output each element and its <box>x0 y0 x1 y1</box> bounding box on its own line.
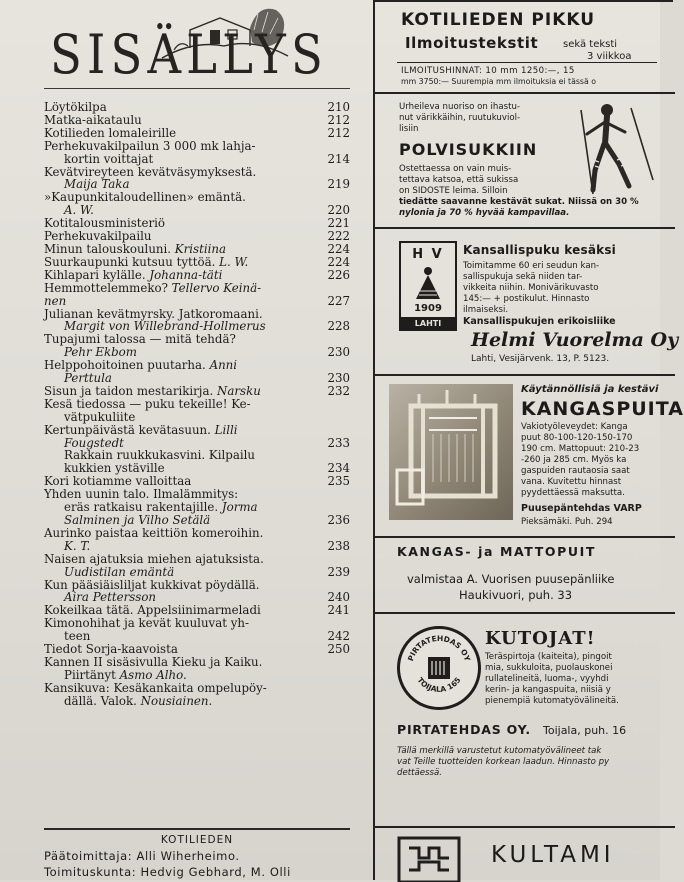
toc-page-number: 234 <box>327 461 350 476</box>
ad1-subtitle-rest: sekä teksti <box>563 39 618 50</box>
toc-page-number: 212 <box>327 125 350 140</box>
ad2-title: POLVISUKKIIN <box>399 140 538 159</box>
ad7-title: KULTAMI <box>491 842 615 868</box>
footer-rule <box>44 828 350 830</box>
toc-entry-title <box>44 282 350 295</box>
toc-entry-text: Sisun ja taidon mestarikirja. <box>44 383 214 398</box>
hv-logo-letters: H V <box>412 247 444 262</box>
toc-entry-author: Kristiina <box>174 241 226 256</box>
toc-entry-text: teen <box>64 629 91 644</box>
ad1-rule <box>397 62 657 63</box>
toc-page-number: 250 <box>327 642 350 657</box>
ad6-note-2: vat Teille tuotteiden korkean laadun. Hinnasto py <box>397 757 610 767</box>
toc-entry-text: Kori kotiamme valloittaa <box>44 474 192 489</box>
contents-title: SISÄLLYS <box>50 23 328 86</box>
toc-entry-text: Matka-aikataulu <box>44 112 142 127</box>
title-rule <box>44 88 350 89</box>
toc-entry-text: Julianan kevätmyrsky. Jatkoromaani. <box>44 306 263 321</box>
ad3-address: Lahti, Vesijärvenk. 13, P. 5123. <box>471 354 610 364</box>
toc-entry-text: Kannen II sisäsivulla Kieku ja Kaiku. <box>44 654 263 669</box>
ad6-body-5: pienempiä kutomatyövälineitä. <box>485 696 619 706</box>
sidoste-stockings-ad <box>375 94 675 226</box>
ad4-body-1: Vakiotyöleveydet: Kanga <box>521 422 628 432</box>
classified-ad-header <box>375 6 675 94</box>
toc-entry-author: Narsku <box>217 383 261 398</box>
toc-page-number: 235 <box>327 474 350 489</box>
toc-page-number: 227 <box>327 293 350 308</box>
toc-page-number: 224 <box>327 241 350 256</box>
toc-entry-author: Lilli <box>214 422 238 437</box>
toc-entry-author: Nousiainen. <box>140 693 213 708</box>
seal-ring-icon <box>400 629 478 707</box>
toc-entry-text: Perttula <box>64 371 112 386</box>
contents-masthead <box>44 0 350 98</box>
ad1-prices-2: mm 3750:— Suurempia mm ilmoituksia ei tässä o <box>401 77 597 86</box>
ad2-intro-1: Urheileva nuoriso on ihastu- <box>399 102 521 112</box>
toc-page-number: 224 <box>327 254 350 269</box>
svg-text:PIRTATEHDAS OY: PIRTATEHDAS OY <box>406 633 472 663</box>
toc-entry-text: Helppohoitoinen puutarha. <box>44 358 206 373</box>
toc-entry-text: dällä. Valok. <box>64 693 137 708</box>
loom-photo <box>389 384 513 520</box>
ad4-maker: Puusepäntehdas VARP <box>521 503 642 514</box>
ad2-intro-3: lisiin <box>399 124 419 134</box>
ad2-intro-2: nut värikkäihin, ruutukuviol- <box>399 113 521 123</box>
vuorinen-loom-ad <box>375 568 675 608</box>
toc-entry-text: Minun talouskouluni. <box>44 241 172 256</box>
toc-entry-text: Löytökilpa <box>44 100 107 114</box>
contents-column <box>44 0 350 880</box>
ad6-company-place: Toijala, puh. 16 <box>543 724 627 737</box>
toc-entry-text: Kimonohihat ja kevät kuuluvat yh- <box>44 616 249 631</box>
toc-entry-text: Tupajumi talossa — mitä tehdä? <box>44 332 236 347</box>
toc-entry-text: Rakkain ruukkukasvini. Kilpailu <box>64 448 255 463</box>
toc-entry-text: Hemmottelemmeko? <box>44 280 168 295</box>
toc-entry-text: nen <box>44 293 67 308</box>
hv-logo <box>399 241 457 331</box>
toc-page-number: 230 <box>327 371 350 386</box>
ad6-body-1: Teräspirtoja (kaiteita), pingoit <box>485 652 612 662</box>
toc-entry-text: Kihlapari kylälle. <box>44 267 146 282</box>
ad1-title: KOTILIEDEN PIKKU <box>401 10 596 30</box>
ad2-body-2: tettava katsoa, että sukissa <box>399 175 519 185</box>
ad3-body-5: ilmaiseksi. <box>463 305 509 315</box>
toc-entry-text: Pehr Ekbom <box>64 345 137 360</box>
ad3-shop: Kansallispukujen erikoisliike <box>463 316 616 327</box>
pirtatehdas-seal <box>397 626 481 710</box>
toc-entry-text: Kansikuva: Kesäkankaita ompelupöy- <box>44 680 267 695</box>
toc-page-number: 214 <box>327 151 350 166</box>
toc-page-number: 219 <box>327 177 350 192</box>
ad6-body-4: kerin- ja kangaspuita, niisiä y <box>485 685 611 695</box>
ad4-body-3: 190 cm. Mattopuut: 210-23 <box>521 444 640 454</box>
toc-entry-text: Yhden uunin talo. Ilmalämmitys: <box>44 487 239 502</box>
ad5-title: KANGAS- ja MATTOPUIT <box>397 544 596 559</box>
ad3-signature: Helmi Vuorelma Oy <box>471 329 679 351</box>
toc-page-number: 230 <box>327 345 350 360</box>
toc-page-number: 222 <box>327 229 350 244</box>
ad2-body-5: nylonia ja 70 % hyvää kampavillaa. <box>399 208 570 218</box>
toc-entry-text: Fougstedt <box>64 435 124 450</box>
ad3-body-3: vikkeita niihin. Monivärikuvasto <box>463 283 599 293</box>
toc-page-number: 241 <box>327 603 350 618</box>
ad3-title: Kansallispuku kesäksi <box>463 243 616 257</box>
toc-entry-text: Aira Pettersson <box>64 590 157 605</box>
toc-page-number: 233 <box>327 435 350 450</box>
toc-entry-text: A. W. <box>64 203 94 218</box>
toc-entry-text: Kokeilkaa tätä. Appelsiinimarmeladi <box>44 603 261 618</box>
ad1-weeks: 3 viikkoa <box>587 51 632 62</box>
toc-page-number: 242 <box>327 629 350 644</box>
toc-entry-text: Kevätvireyteen kevätväsymyksestä. <box>44 164 257 179</box>
toc-entry-author: Johanna-täti <box>149 267 223 282</box>
toc-page-number: 212 <box>327 112 350 127</box>
skier-illustration-icon <box>571 100 661 198</box>
ad6-body-3: rullatelineitä, luoma-, vyyhdi <box>485 674 609 684</box>
national-costume-ad <box>375 229 679 373</box>
ads-column <box>373 0 684 880</box>
toc-entry-text: Kertunpäivästä kevätasuun. <box>44 422 211 437</box>
toc-entry-text: Margit von Willebrand-Hollmerus <box>64 319 266 334</box>
table-of-contents <box>44 101 350 708</box>
toc-entry-text: Aurinko paistaa keittiön komeroihin. <box>44 525 264 540</box>
toc-entry-text: Perhekuvakilpailu <box>44 229 152 244</box>
toc-entry-text: Perhekuvakilpailun 3 000 mk lahja- <box>44 138 256 153</box>
loom-ad <box>375 376 684 568</box>
ad6-body-2: mia, sukkuloita, puolauskonei <box>485 663 613 673</box>
ad2-body-1: Ostettaessa on vain muis- <box>399 164 512 174</box>
toc-entry-title <box>44 695 350 708</box>
ad6-title: KUTOJAT! <box>485 628 596 649</box>
kultami-ad <box>375 826 675 880</box>
ad4-body-5: gaspuiden rautaosia saat <box>521 466 630 476</box>
toc-page-number: 221 <box>327 216 350 231</box>
ad6-note-1: Tällä merkillä varustetut kutomatyövälineet tak <box>397 746 602 756</box>
toc-entry-author: Anni <box>209 358 238 373</box>
toc-entry-text: kortin voittajat <box>64 151 154 166</box>
ad2-body-4: tiedätte saavanne kestävät sukat. Niissä on 30 % <box>399 197 639 207</box>
editor-line: Päätoimittaja: Alli Wiherheimo. <box>44 849 240 863</box>
toc-entry-author: Jorma <box>221 500 258 515</box>
toc-entry-text: »Kaupunkitaloudellinen» emäntä. <box>44 190 246 205</box>
toc-entry-text: K. T. <box>64 538 91 553</box>
toc-entry-text: Naisen ajatuksia miehen ajatuksista. <box>44 551 264 566</box>
toc-page-number: 240 <box>327 590 350 605</box>
svg-text:TOIJALA 165: TOIJALA 165 <box>415 675 463 694</box>
toc-page-number: 228 <box>327 319 350 334</box>
toc-entry-text: Uudistilan emäntä <box>64 564 175 579</box>
toc-entry-text: Kotitalousministeriö <box>44 216 166 231</box>
ad4-body-2: puut 80-100-120-150-170 <box>521 433 633 443</box>
toc-entry-text: Kesä tiedossa — puku tekeille! Ke- <box>44 396 251 411</box>
toc-entry-text: eräs ratkaisu rakentajille. <box>64 500 219 515</box>
toc-entry-text: Maija Taka <box>64 177 130 192</box>
toc-page-number: 232 <box>327 383 350 398</box>
toc-entry-text: Tiedot Sorja-kaavoista <box>44 642 178 657</box>
toc-entry-text: Kun pääsiäisliljat kukkivat pöydällä. <box>44 577 260 592</box>
ad5-line-2: Haukivuori, puh. 33 <box>459 588 573 602</box>
ad4-place: Pieksämäki. Puh. 294 <box>521 517 613 527</box>
loom-drawing-icon <box>389 384 513 520</box>
ad1-subtitle: Ilmoitustekstit <box>405 34 539 52</box>
toc-entry <box>44 282 350 295</box>
ad6-note-3: dettäessä. <box>397 768 442 778</box>
toc-entry-author: L. W. <box>219 254 249 269</box>
hv-logo-city: LAHTI <box>401 317 455 331</box>
toc-entry-text: vätpukuliite <box>64 409 136 424</box>
ad4-body-6: vana. Kuvitettu hinnast <box>521 477 622 487</box>
toc-entry-text: kukkien ystäville <box>64 461 165 476</box>
toc-page-number: 239 <box>327 564 350 579</box>
ad3-body-1: Toimitamme 60 eri seudun kan- <box>463 261 600 271</box>
toc-entry-text: Salminen ja Vilho Setälä <box>64 513 211 527</box>
toc-entry-text: Piirtänyt <box>64 667 116 682</box>
toc-page-number: 236 <box>327 513 350 527</box>
ad5-line-1: valmistaa A. Vuorisen puusepänliike <box>407 572 615 586</box>
toc-entry-author: Asmo Alho. <box>119 667 187 682</box>
ad-separator <box>375 536 675 538</box>
toc-page-number: 210 <box>327 100 350 114</box>
ad4-title: KANGASPUITA <box>521 398 684 420</box>
toc-entry <box>44 695 350 708</box>
footer-heading: KOTILIEDEN <box>160 834 234 846</box>
toc-page-number: 238 <box>327 538 350 553</box>
ad2-body-3: on SIDOSTE leima. Silloin <box>399 186 508 196</box>
ad6-company: PIRTATEHDAS OY. <box>397 722 531 737</box>
hv-logo-year: 1909 <box>414 303 442 314</box>
ad4-kicker: Käytännöllisiä ja kestävi <box>521 384 659 395</box>
toc-entry-text: Kotilieden lomaleirille <box>44 125 177 140</box>
costume-figure-icon <box>410 265 446 301</box>
staff-line: Toimituskunta: Hedvig Gebhard, M. Olli <box>44 865 291 879</box>
ad3-body-4: 145:— + postikulut. Hinnasto <box>463 294 590 304</box>
toc-page-number: 226 <box>327 267 350 282</box>
toc-entry-text: Suurkaupunki kutsuu tyttöä. <box>44 254 216 269</box>
pirtatehdas-ad <box>375 614 675 800</box>
toc-page-number: 220 <box>327 203 350 218</box>
ad1-prices-1: ILMOITUSHINNAT: 10 mm 1250:—, 15 <box>401 66 575 76</box>
ornament-icon <box>397 836 461 882</box>
ad4-body-7: pyydettäessä maksutta. <box>521 488 625 498</box>
ad3-body-2: sallispukuja sekä niiden tar- <box>463 272 583 282</box>
toc-entry-author: Tellervo Keinä- <box>171 280 262 295</box>
ad4-body-4: -260 ja 285 cm. Myös ka <box>521 455 627 465</box>
